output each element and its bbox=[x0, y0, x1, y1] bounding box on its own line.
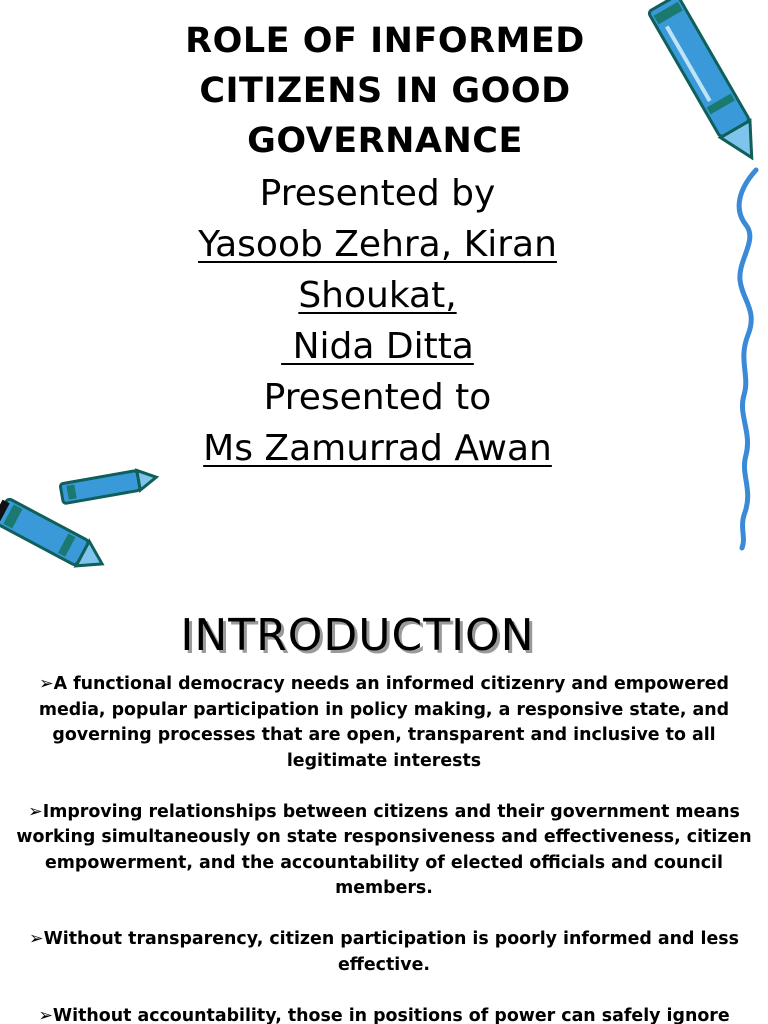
list-item bbox=[12, 800, 756, 902]
title-line: ROLE OF INFORMED bbox=[185, 21, 585, 61]
list-item bbox=[12, 927, 756, 978]
bullet-arrow-icon: ➢ bbox=[28, 801, 43, 822]
presenter-name-line: Nida Ditta bbox=[281, 326, 474, 367]
bullet-text: Without transparency, citizen participation is poorly informed and less effective. bbox=[43, 929, 739, 975]
presenter-name-line: Yasoob Zehra, Kiran bbox=[198, 224, 557, 265]
bullet-text: Improving relationships between citizens and their government means working simultaneously on state responsiveness and effectiveness, citizen empowerment, and the accountability of elected officials and council members. bbox=[16, 801, 752, 898]
presenter-name-line: Shoukat, bbox=[298, 275, 457, 316]
slide-title bbox=[150, 16, 620, 166]
bullet-text: Without accountability, those in positions of power can safely ignore bbox=[52, 1005, 730, 1024]
bullet-text: A functional democracy needs an informed citizenry and empowered media, popular participation in policy making, a responsive state, and governing processes that are open, transparent and inclusive to all legitimate interests bbox=[38, 674, 730, 771]
presented-by-label: Presented by bbox=[259, 173, 496, 214]
squiggle-line bbox=[728, 170, 768, 550]
crayon-icon bbox=[640, 0, 760, 190]
title-line: GOVERNANCE bbox=[247, 121, 523, 161]
crayon-icon bbox=[0, 488, 120, 578]
presented-to-label: Presented to bbox=[263, 377, 492, 418]
title-line: CITIZENS IN GOOD bbox=[199, 71, 571, 111]
list-item bbox=[12, 672, 756, 774]
bullet-list bbox=[12, 672, 756, 1024]
presented-to-name: Ms Zamurrad Awan bbox=[203, 428, 552, 469]
introduction-slide bbox=[0, 588, 768, 1024]
presenter-block bbox=[130, 168, 625, 474]
slide-heading: INTRODUCTION bbox=[180, 610, 535, 661]
list-item bbox=[12, 1004, 756, 1024]
bullet-arrow-icon: ➢ bbox=[39, 674, 54, 694]
bullet-arrow-icon: ➢ bbox=[38, 1005, 53, 1024]
bullet-arrow-icon: ➢ bbox=[29, 929, 44, 949]
